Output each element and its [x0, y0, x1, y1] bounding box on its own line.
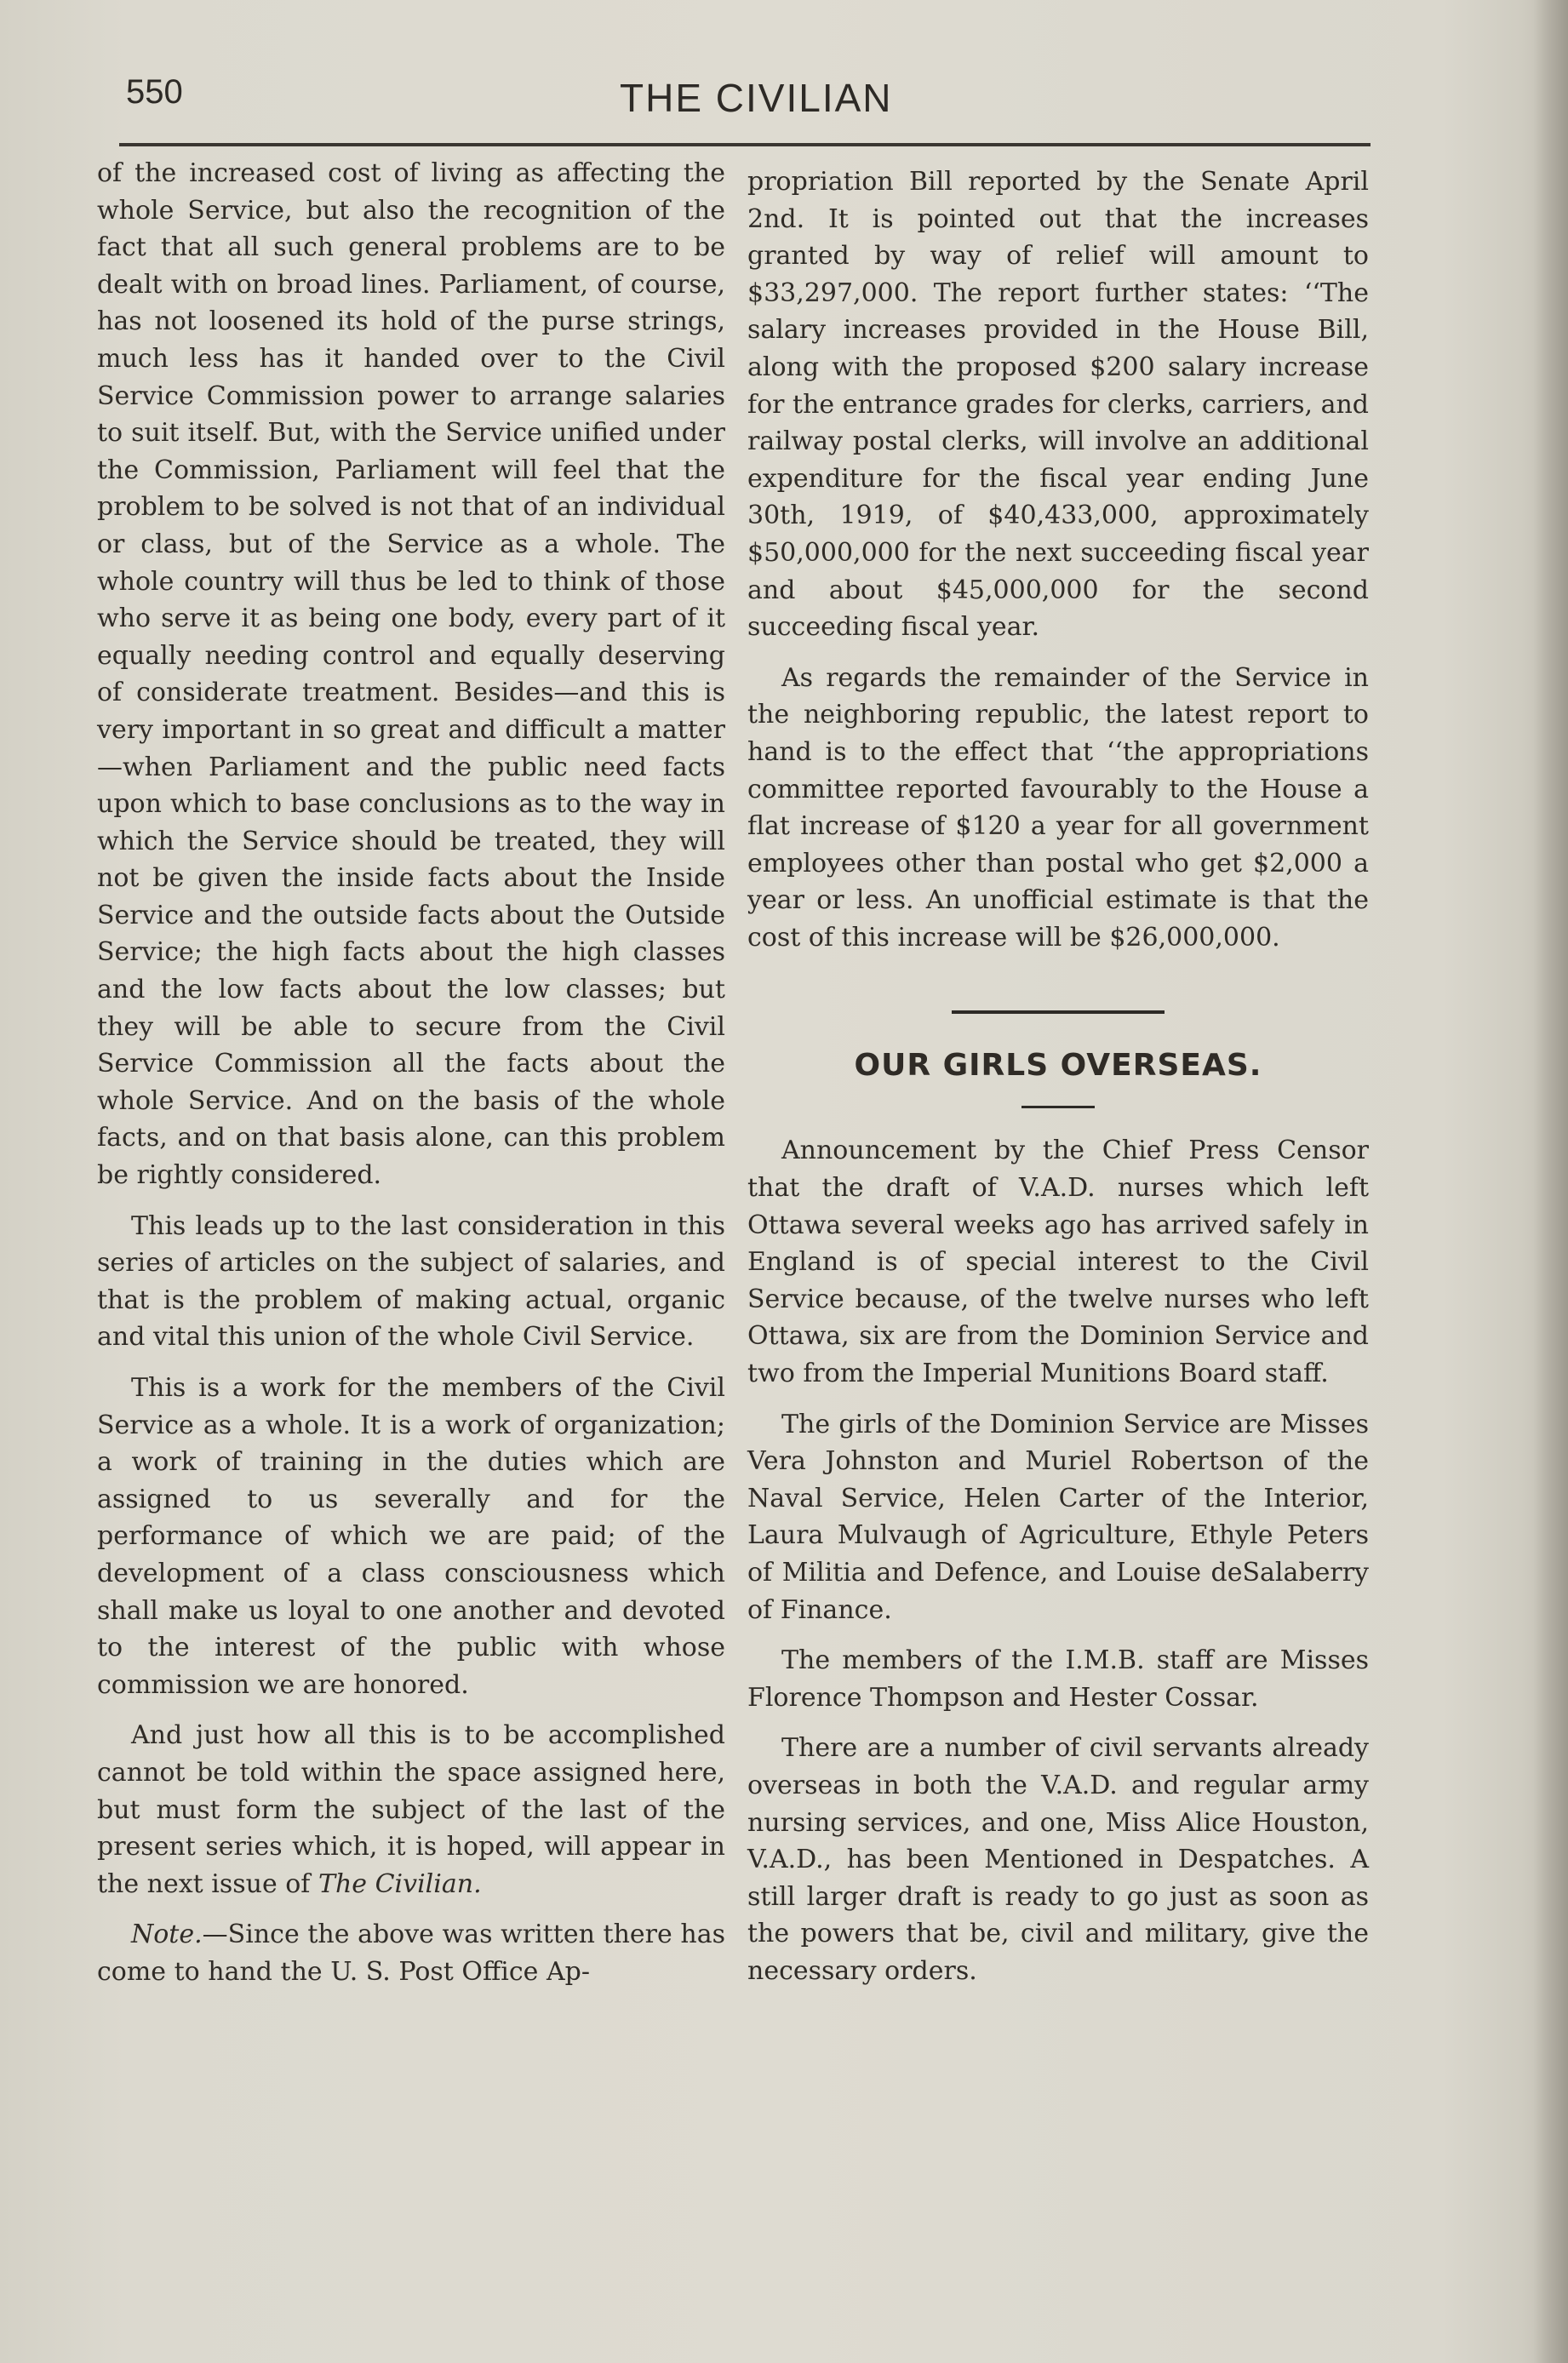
note-text: —Since the above was written there has come to hand the U. S. Post Office Ap- — [97, 1920, 725, 1987]
note-label: Note. — [131, 1920, 203, 1950]
left-column — [97, 155, 725, 2005]
paragraph: There are a number of civil servants already overseas in both the V.A.D. and regular army nursing services, and one, Miss Alice Houston, V.A.D., has been Mentioned in Despatches. A still larger draft is ready to go just as soon as the powers that be, civil and military, give the necessary orders. — [747, 1733, 1369, 1986]
paragraph: The girls of the Dominion Service are Misses Vera Johnston and Muriel Robertson of the Naval Service, Helen Carter of the Interior, Laura Mulvaugh of Agriculture, Ethyle Peters of Militia and Defence, and Louise deSalaberry of Finance. — [747, 1409, 1369, 1625]
paragraph — [97, 1717, 725, 1902]
paragraph: Announcement by the Chief Press Censor that the draft of V.A.D. nurses which left Ottawa several weeks ago has arrived safely in England is of special interest to the Civil Service because, of the twelve nurses who left Ottawa, six are from the Dominion Service and two from the Imperial Munitions Board staff. — [747, 1136, 1369, 1389]
publication-title: The Civilian. — [318, 1868, 482, 1899]
paragraph: propriation Bill reported by the Senate April 2nd. It is pointed out that the increases granted by way of relief will amount to $33,297,000. The report further states: ‘‘The salary increases provided in the House Bill, along with the proposed $200 salary increase for the entrance grades for clerks, carriers, and railway postal clerks, will involve an additional expenditure for the fiscal year ending June 30th, 1919, of $40,433,000, approximately $50,000,000 for the next succeeding fiscal year and about $45,000,000 for the second succeeding fiscal year. — [747, 167, 1369, 643]
running-title: THE CIVILIAN — [620, 76, 893, 120]
section-divider — [952, 1010, 1165, 1014]
paragraph: This is a work for the members of the Civil Service as a whole. It is a work of organization; a work of training in the duties which are assigned to us severally and for the performance of which we are paid; of the development of a class consciousness which shall make us loyal to one another and devoted to the interest of the public with whose commission we are honored. — [97, 1373, 725, 1700]
title-underline — [1021, 1106, 1095, 1108]
paragraph-text: And just how all this is to be accomplished cannot be told within the space assigned here, but must form the subject of the last of the present series which, it is hoped, will appear in the next issue of — [97, 1720, 725, 1899]
paragraph: This leads up to the last consideration in this series of articles on the subject of salaries, and that is the problem of making actual, organic and vital this union of the whole Civil Service. — [97, 1210, 725, 1353]
page-edge-shadow — [1534, 0, 1568, 2363]
paragraph: of the increased cost of living as affecting the whole Service, but also the recognition of the fact that all such general problems are to be dealt with on broad lines. Parliament, of course, has not loosened its hold of the purse strings, much less has it handed over to the Civil Service Commission power to arrange salaries to suit itself. But, with the Service unified under the Commission, Parliament will feel that the problem to be solved is not that of an individual or class, but of the Service as a whole. The whole country will thus be led to think of those who serve it as being one body, every part of it equally needing control and equally deserving of considerate treatment. Besides—and this is very important in so great and difficult a matter—when Parliament and the public need facts upon which to base conclusions as to the way in which the Service should be treated, they will not be given the inside facts about the Inside Service and the outside facts about the Outside Service; the high facts about the high classes and the low facts about the low classes; but they will be able to secure from the Civil Service Commission all the facts about the whole Service. And on the basis of the whole facts, and on that basis alone, can this problem be rightly considered. — [97, 158, 725, 1191]
section-title: OUR GIRLS OVERSEAS. — [854, 1048, 1262, 1084]
note-paragraph — [97, 1916, 725, 1990]
paragraph: The members of the I.M.B. staff are Misses Florence Thompson and Hester Cossar. — [747, 1645, 1369, 1713]
right-column — [747, 163, 1369, 2004]
page-number: 550 — [126, 73, 183, 111]
header-rule — [119, 143, 1371, 146]
paragraph: As regards the remainder of the Service in the neighboring republic, the latest report to hand is to the effect that ‘‘the appropriations committee reported favourably to the House a flat increase of $120 a year for all government employees other than postal who get $2,000 a year or less. An unofficial estimate is that the cost of this increase will be $26,000,000. — [747, 662, 1369, 953]
